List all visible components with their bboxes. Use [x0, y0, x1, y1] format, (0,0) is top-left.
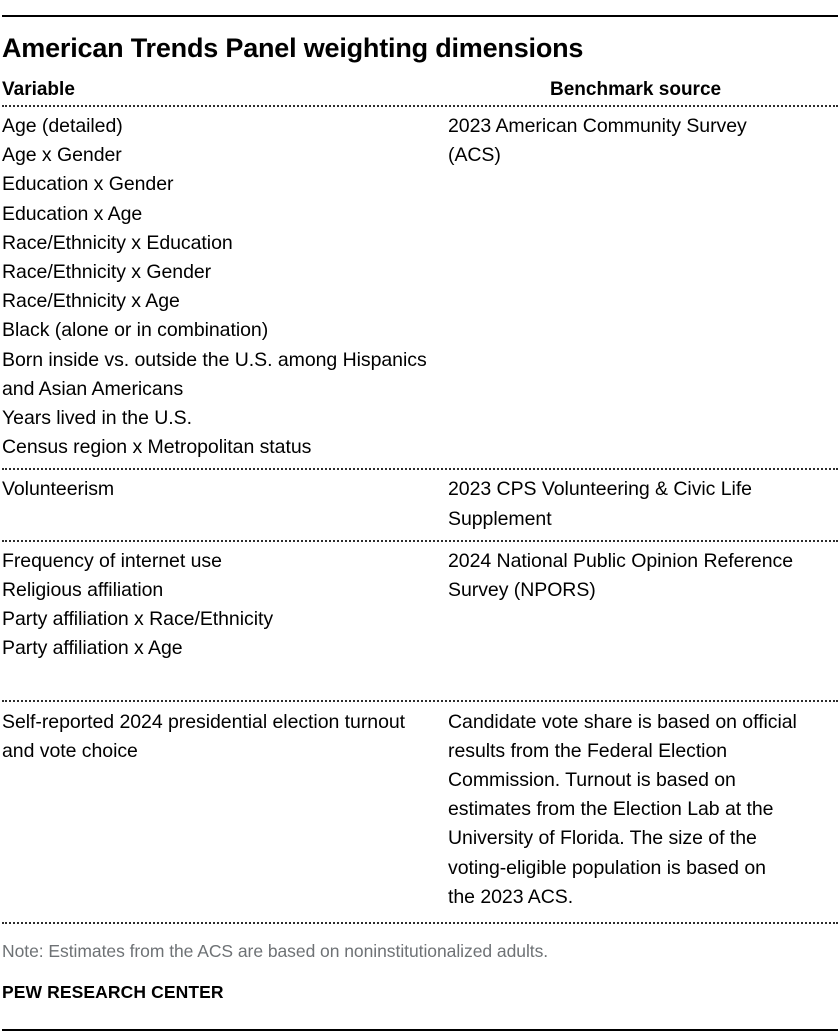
variable-item: Religious affiliation — [2, 579, 164, 602]
column-header-variable: Variable — [2, 79, 75, 100]
variable-item: Party affiliation x Age — [2, 637, 183, 660]
variable-item: Party affiliation x Race/Ethnicity — [2, 608, 274, 631]
variable-item: Volunteerism — [2, 478, 115, 501]
benchmark-source-text: 2023 American Community Survey (ACS) — [448, 115, 747, 167]
weighting-dimensions-table — [2, 79, 838, 924]
variable-cell-group-2 — [2, 475, 448, 504]
table-row — [2, 702, 838, 922]
variable-item: Race/Ethnicity x Gender — [2, 261, 212, 284]
variable-item: Education x Age — [2, 202, 143, 225]
column-header-benchmark-cell — [448, 79, 838, 101]
pew-research-center-brand: PEW RESEARCH CENTER — [2, 982, 224, 1003]
top-rule — [2, 15, 838, 17]
table-row — [2, 542, 838, 700]
variable-item: Education x Gender — [2, 173, 174, 196]
variable-item: Race/Ethnicity x Age — [2, 290, 180, 313]
page-title: American Trends Panel weighting dimensions — [2, 33, 584, 63]
figure-note: Note: Estimates from the ACS are based on noninstitutionalized adults. — [2, 941, 549, 962]
benchmark-source-text: 2023 CPS Volunteering & Civic Life Supplement — [448, 478, 752, 530]
column-header-variable-cell — [2, 79, 448, 101]
variable-cell-group-4 — [2, 708, 448, 766]
variable-item: Age (detailed) — [2, 115, 123, 137]
group-separator-4 — [2, 922, 838, 924]
variable-item: Race/Ethnicity x Education — [2, 231, 233, 254]
benchmark-cell-group-2 — [448, 475, 838, 533]
variable-cell-group-3 — [2, 547, 448, 664]
variable-cell-group-1 — [2, 112, 448, 462]
figure-container — [0, 15, 840, 1021]
variable-item: Born inside vs. outside the U.S. among Hispanics and Asian Americans — [2, 348, 427, 400]
table-row — [2, 470, 838, 539]
variable-item: Census region x Metropolitan status — [2, 436, 312, 459]
table-row — [2, 107, 838, 468]
benchmark-cell-group-1 — [448, 112, 838, 170]
variable-item: Years lived in the U.S. — [2, 407, 192, 430]
benchmark-cell-group-3 — [448, 547, 838, 605]
column-header-benchmark: Benchmark source — [550, 79, 722, 100]
variable-item: Frequency of internet use — [2, 549, 222, 572]
variable-item: Age x Gender — [2, 144, 122, 167]
benchmark-cell-group-4 — [448, 708, 838, 912]
variable-item: Black (alone or in combination) — [2, 319, 269, 342]
table-header-row — [2, 79, 838, 105]
benchmark-source-text: 2024 National Public Opinion Reference Survey (NPORS) — [448, 549, 793, 602]
variable-item: Self-reported 2024 presidential election turnout and vote choice — [2, 710, 406, 762]
benchmark-source-text: Candidate vote share is based on official results from the Federal Election Commission. Turnout is based on estimates from the Election Lab at the University of Florida. The size of the voting-eligible population is based on the 2023 ACS. — [448, 710, 797, 908]
